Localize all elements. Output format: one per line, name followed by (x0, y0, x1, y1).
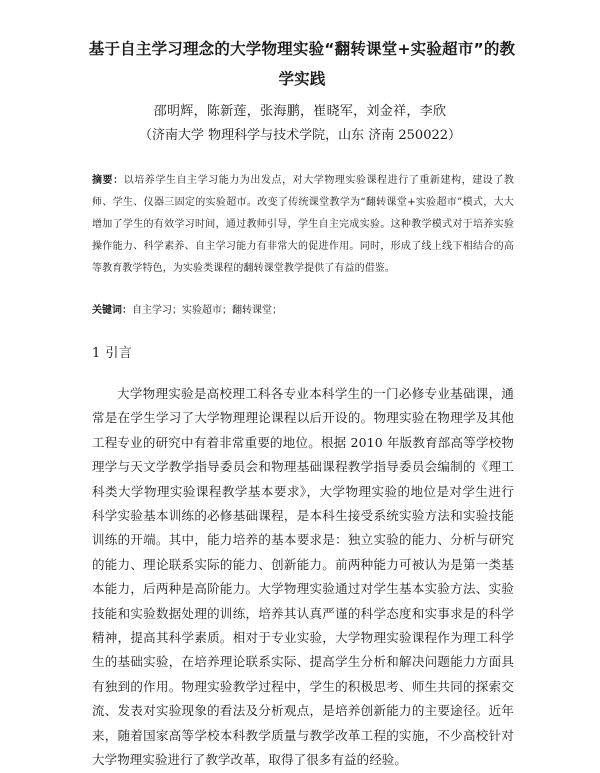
keywords-label: 关键词： (92, 305, 132, 316)
abstract-text: 以培养学生自主学习能力为出发点，对大学物理实验课程进行了重新建构，建设了教师、学生、仪器三固定的实验超市。改变了传统课堂教学为“翻转课堂+实验超市”模式，大大增加了学生的有效学习时间，通过教师引导，学生自主完成实验。这种教学模式对于培养实验操作能力、科学素养、自主学习能力有非常大的促进作用。同时，形成了线上线下相结合的高等教育教学特色，为实验类课程的翻转课堂教学提供了有益的借鉴。 (92, 175, 514, 274)
abstract (92, 170, 514, 280)
section-heading-introduction: 1 引言 (92, 346, 133, 361)
abstract-label: 摘要： (92, 175, 124, 186)
keywords-text: 自主学习；实验超市；翻转课堂； (132, 305, 282, 316)
paper-title: 基于自主学习理念的大学物理实验“翻转课堂+实验超市”的教学实践 (88, 40, 516, 88)
author-affiliation: （济南大学 物理科学与技术学院，山东 济南 250022） (138, 128, 462, 143)
author-list: 邵明辉，陈新莲，张海鹏，崔晓军，刘金祥，李欣 (153, 104, 447, 119)
keywords (92, 300, 512, 322)
body-paragraph: 大学物理实验是高校理工科各专业本科学生的一门必修专业基础课，通常是在学生学习了大学物理理论课程以后开设的。物理实验在物理学及其他工程专业的研究中有着非常重要的地位。根据 2010 年版教育部高等学校物理学与天文学教学指导委员会和物理基础课程教学指导委员会编制的《理工科类大学物理实验课程教学基本要求》，大学物理实验的地位是对学生进行科学实验基本训练的必修基础课程，是本科生接受系统实验方法和实验技能训练的开端。其中，能力培养的基本要求是：独立实验的能力、分析与研究的能力、理论联系实际的能力、创新能力。前两种能力可被认为是第一类基本能力，后两种是高阶能力。大学物理实验通过对学生基本实验方法、实验技能和实验数据处理的训练，培养其认真严谨的科学态度和实事求是的科学精神，提高其科学素质。相对于专业实验，大学物理实验课程作为理工科学生的基础实验，在培养理论联系实际、提高学生分析和解决问题能力方面具有独到的作用。物理实验教学过程中，学生的积极思考、师生共同的探索交流、发表对实验现象的看法及分析观点，是培养创新能力的主要途径。近年来，随着国家高等学校本科教学质量与教学改革工程的实施，不少高校针对大学物理实验进行了教学改革，取得了很多有益的经验。 (92, 386, 514, 768)
